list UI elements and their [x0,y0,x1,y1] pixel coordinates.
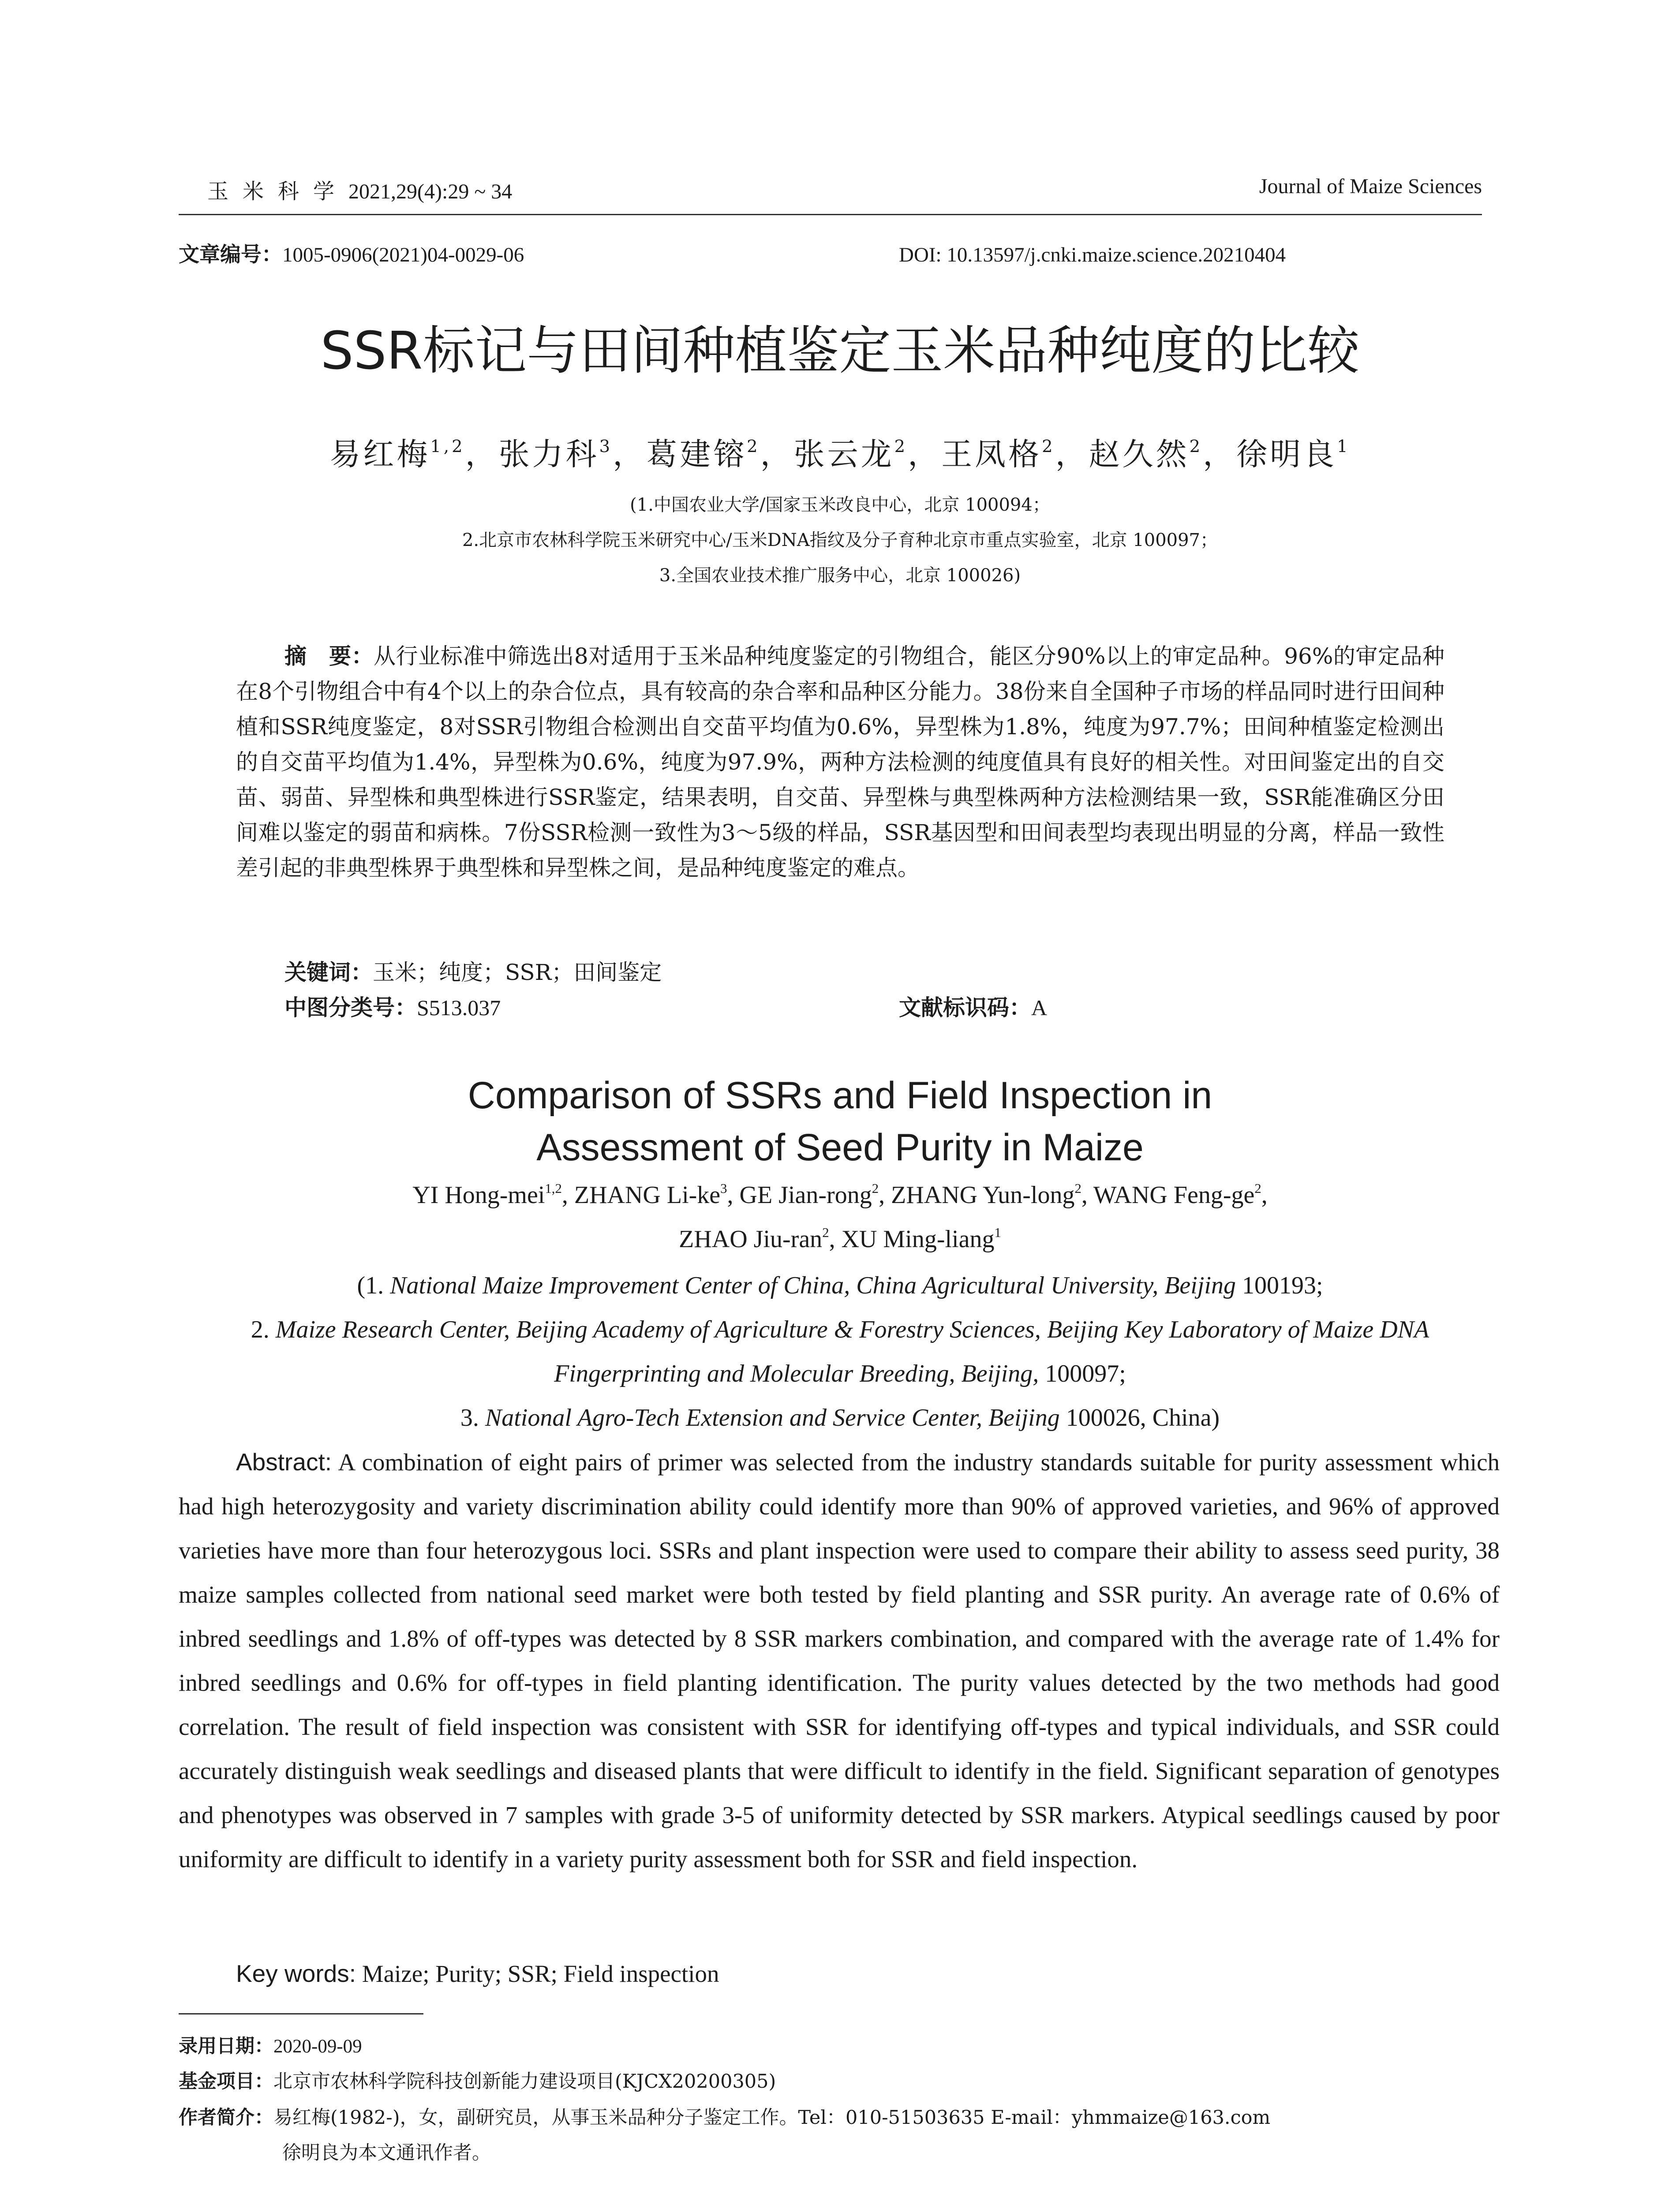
classification-number: 中图分类号：S513.037 [284,995,501,1020]
affiliations-en [0,1263,1680,1440]
affiliation-en-suffix: 100193; [1235,1272,1323,1299]
title-en [0,1069,1680,1174]
author-cn-affiliation-mark: 1,2 [430,437,465,457]
keywords-en: Key words: Maize; Purity; SSR; Field inspection [236,1960,719,1987]
author-cn-affiliation-mark: 3 [599,437,613,457]
author-en: ZHAO Jiu-ran [679,1226,823,1253]
abstract-cn [236,639,1444,886]
author-cn-affiliation-mark: 2 [1189,437,1203,457]
author-separator: , [829,1226,842,1253]
author-cn: 张力科 [498,436,599,472]
author-separator: ， [1055,436,1089,472]
journal-name-en: Journal of Maize Sciences [1259,175,1482,198]
author-cn-affiliation-mark: 2 [1042,437,1055,457]
author-cn-affiliation-mark: 2 [747,437,760,457]
doi: DOI: 10.13597/j.cnki.maize.science.20210404 [899,243,1286,266]
footnote-received: 录用日期：2020-09-09 [179,2035,362,2057]
author-cn: 易红梅 [329,436,430,472]
author-cn-affiliation-mark: 1 [1337,437,1351,457]
affiliation-en-prefix: 3. [460,1404,485,1431]
author-separator: ， [1203,436,1237,472]
author-en-affiliation-mark: 2 [1074,1181,1081,1196]
author-separator: ， [613,436,647,472]
authors-en [0,1173,1680,1261]
abstract-en-label: Abstract: [236,1448,332,1476]
affiliation-en-suffix: 100097; [1039,1360,1126,1387]
author-en-affiliation-mark: 2 [1254,1181,1261,1196]
title-en-line-2: Assessment of Seed Purity in Maize [536,1126,1144,1169]
affiliation-en-prefix: 2. [251,1316,276,1343]
author-cn: 葛建镕 [646,436,747,472]
affiliation-en-3 [0,1352,1680,1396]
affiliation-cn-2: 2.北京市农林科学院玉米研究中心/玉米DNA指纹及分子育种北京市重点实验室，北京 100097； [462,530,1218,550]
author-en-affiliation-mark: 2 [822,1225,829,1240]
author-en: WANG Feng-ge [1093,1181,1255,1209]
author-separator: ， [760,436,794,472]
author-cn-affiliation-mark: 2 [894,437,908,457]
footnote-author-intro: 作者简介：易红梅(1982-)，女，副研究员，从事玉米品种分子鉴定工作。Tel：010-51503635 E-mail：yhmmaize@163.com [179,2107,1271,2129]
authors-cn [0,432,1680,476]
running-header [207,174,1482,205]
issue-info: 2021,29(4):29 ~ 34 [348,180,513,203]
affiliation-en-institution: National Agro-Tech Extension and Service Center, Beijing [485,1404,1060,1431]
author-en: XU Ming-liang [841,1226,995,1253]
affiliation-en-prefix: (1. [357,1272,390,1299]
footnote-rule [179,2013,423,2014]
author-cn: 赵久然 [1089,436,1190,472]
keywords-cn: 关键词：玉米；纯度；SSR；田间鉴定 [284,960,662,985]
affiliation-cn-1: (1.中国农业大学/国家玉米改良中心，北京 100094； [630,495,1050,515]
affiliation-en-institution: Maize Research Center, Beijing Academy of Agriculture & Forestry Sciences, Beijing Key Laboratory of Maize DNA [275,1316,1429,1343]
author-separator: ， [908,436,942,472]
abstract-cn-label: 摘 要： [284,643,374,669]
author-separator: , [727,1181,740,1209]
document-code: 文献标识码：A [899,995,1048,1020]
author-en: ZHANG Yun-long [891,1181,1075,1209]
affiliations-cn [0,487,1680,593]
title-en-line-1: Comparison of SSRs and Field Inspection in [468,1074,1212,1117]
author-en: YI Hong-mei [412,1181,545,1209]
author-separator: , [1081,1181,1093,1209]
affiliation-en-4 [0,1396,1680,1440]
authors-en-line [0,1173,1680,1217]
footnote-corresponding: 徐明良为本文通讯作者。 [282,2142,491,2164]
author-cn: 王凤格 [941,436,1042,472]
author-en-affiliation-mark: 1 [994,1225,1001,1240]
author-en: GE Jian-rong [739,1181,872,1209]
author-en: ZHANG Li-ke [574,1181,721,1209]
author-separator: , [879,1181,891,1209]
author-cn: 张云龙 [793,436,894,472]
journal-name-cn: 玉 米 科 学 [207,180,339,203]
header-rule [179,214,1482,215]
abstract-cn-text: 从行业标准中筛选出8对适用于玉米品种纯度鉴定的引物组合，能区分90%以上的审定品种。96%的审定品种在8个引物组合中有4个以上的杂合位点，具有较高的杂合率和品种区分能力。38份来自全国种子市场的样品同时进行田间种植和SSR纯度鉴定，8对SSR引物组合检测出自交苗平均值为0.6%，异型株为1.8%，纯度为97.7%；田间种植鉴定检测出的自交苗平均值为1.4%，异型株为0.6%，纯度为97.9%，两种方法检测的纯度值具有良好的相关性。对田间鉴定出的自交苗、弱苗、异型株和典型株进行SSR鉴定，结果表明，自交苗、异型株与典型株两种方法检测结果一致，SSR能准确区分田间难以鉴定的弱苗和病株。7份SSR检测一致性为3～5级的样品，SSR基因型和田间表型均表现出明显的分离，样品一致性差引起的非典型株界于典型株和异型株之间，是品种纯度鉴定的难点。 [236,643,1445,881]
affiliation-en-institution: Fingerprinting and Molecular Breeding, Beijing, [554,1360,1039,1387]
authors-en-line [0,1217,1680,1261]
title-cn: SSR标记与田间种植鉴定玉米品种纯度的比较 [320,320,1360,381]
footnote-fund: 基金项目：北京市农林科学院科技创新能力建设项目(KJCX20200305) [179,2070,776,2093]
affiliation-en-2 [0,1308,1680,1352]
article-number: 文章编号：1005-0906(2021)04-0029-06 [179,243,524,267]
affiliation-en-1 [0,1263,1680,1308]
affiliation-cn-3: 3.全国农业技术推广服务中心，北京 100026) [659,565,1021,586]
author-cn: 徐明良 [1236,436,1337,472]
author-en-affiliation-mark: 1,2 [545,1181,562,1196]
author-en-affiliation-mark: 2 [872,1181,879,1196]
author-separator: ， [465,436,499,472]
author-separator: , [561,1181,574,1209]
affiliation-en-institution: National Maize Improvement Center of China, China Agricultural University, Beijing [390,1272,1236,1299]
affiliation-en-suffix: 100026, China) [1059,1404,1220,1431]
author-en-affiliation-mark: 3 [720,1181,727,1196]
abstract-en-text: A combination of eight pairs of primer was selected from the industry standards suitable for purity assessment which had high heterozygosity and variety discrimination ability could identify more than 90% of approved varieties, and 96% of approved varieties have more than four heterozygous loci. SSRs and plant inspection were used to compare their ability to assess seed purity, 38 maize samples collected from national seed market were both tested by field planting and SSR purity. An average rate of 0.6% of inbred seedlings and 1.8% of off-types was detected by 8 SSR markers combination, and compared with the average rate of 1.4% for inbred seedlings and 0.6% for off-types in field planting identification. The purity values detected by the two methods had good correlation. The result of field inspection was consistent with SSR for identifying off-types and typical individuals, and SSR could accurately distinguish weak seedlings and diseased plants that were difficult to identify in the field. Significant separation of genotypes and phenotypes was observed in 7 samples with grade 3-5 of uniformity detected by SSR markers. Atypical seedlings caused by poor uniformity are difficult to identify in a variety purity assessment both for SSR and field inspection. [179,1449,1500,1872]
author-separator: , [1261,1181,1268,1209]
abstract-en [179,1440,1500,1881]
